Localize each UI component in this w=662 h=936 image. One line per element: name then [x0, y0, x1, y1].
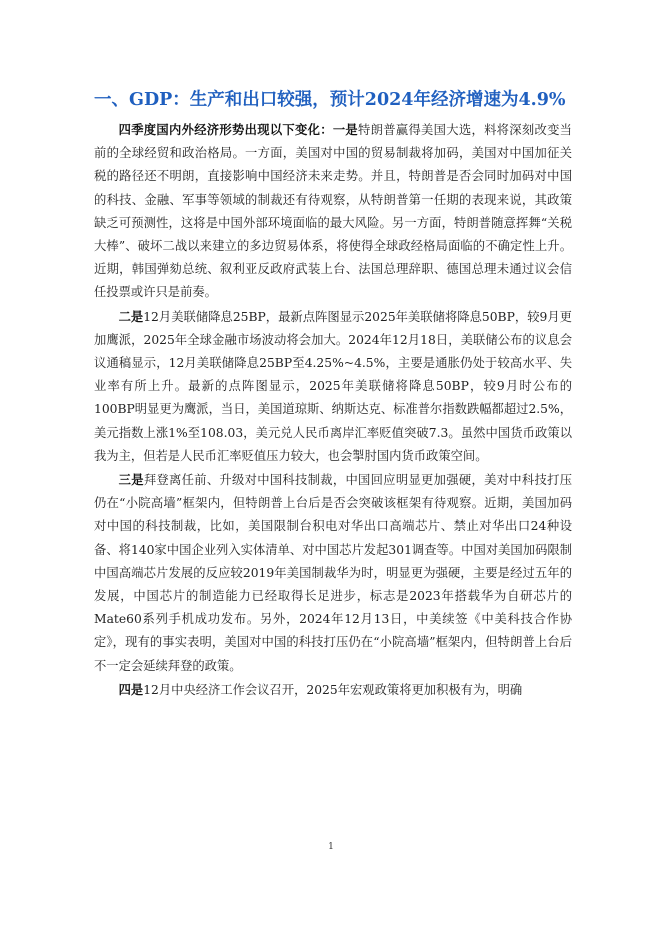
- paragraph-4: [94, 678, 572, 702]
- paragraph-1-sub-lead: 一是: [332, 122, 359, 137]
- paragraph-2-text: 12月美联储降息25BP，最新点阵图显示2025年美联储将降息50BP，较9月更加鹰派，2025年全球金融市场波动将会加大。2024年12月18日，美联储公布的议息会议通稿显示，12月美联储降息25BP至4.25%~4.5%，主要是通胀仍处于较高水平、失业率有所上升。最新的点阵图显示，2025年美联储将降息50BP，较9月时公布的100BP明显更为鹰派，当日，美国道琼斯、纳斯达克、标准普尔指数跌幅都超过2.5%，美元指数上涨1%至108.03，美元兑人民币离岸汇率贬值突破7.3。虽然中国货币政策以我为主，但若是人民币汇率贬值压力较大，也会掣肘国内货币政策空间。: [94, 309, 572, 463]
- paragraph-4-lead: 四是: [118, 681, 144, 697]
- section-heading: 一、GDP：生产和出口较强，预计2024年经济增速为4.9%: [94, 90, 566, 110]
- page-number: 1: [328, 842, 334, 852]
- paragraph-1: [94, 118, 572, 305]
- paragraph-4-text: 12月中央经济工作会议召开，2025年宏观政策将更加积极有为，明确: [143, 682, 523, 697]
- paragraph-3-text: 拜登离任前、升级对中国科技制裁，中国回应明显更加强硬，美对中科技打压仍在“小院高墙”框架内，但特朗普上台后是否会突破该框架有待观察。近期，美国加码对中国的科技制裁，比如，美国限制台积电对华出口高端芯片、禁止对华出口24种设备、将140家中国企业列入实体清单、对中国芯片发起301调查等。中国对美国加码限制中国高端芯片发展的反应较2019年美国制裁华为时，明显更为强硬，主要是经过五年的发展，中国芯片的制造能力已经取得长足进步，标志是2023年搭载华为自研芯片的Mate60系列手机成功发布。另外，2024年12月13日，中美续签《中美科技合作协定》，现有的事实表明，美国对中国的科技打压仍在“小院高墙”框架内，但特朗普上台后不一定会延续拜登的政策。: [94, 473, 572, 673]
- paragraph-1-lead: 四季度国内外经济形势出现以下变化：: [118, 122, 333, 137]
- paragraph-3: [94, 468, 572, 678]
- paragraph-2-lead: 二是: [118, 308, 144, 324]
- paragraph-2: [94, 305, 572, 468]
- paragraph-1-text: 特朗普赢得美国大选，料将深刻改变当前的全球经贸和政治格局。一方面，美国对中国的贸易制裁将加码，美国对中国加征关税的路径还不明朗，直接影响中国经济未来走势。并且，特朗普是否会同时加码对中国的科技、金融、军事等领域的制裁还有待观察，从特朗普第一任期的表现来说，其政策缺乏可预测性，这将是中国外部环境面临的最大风险。另一方面，特朗普随意挥舞“关税大棒”、破坏二战以来建立的多边贸易体系，将使得全球政经格局面临的不确定性上升。近期，韩国弹劾总统、叙利亚反政府武装上台、法国总理辞职、德国总理未通过议会信任投票或许只是前奏。: [94, 123, 572, 300]
- document-body: [94, 118, 572, 702]
- paragraph-3-lead: 三是: [118, 472, 144, 488]
